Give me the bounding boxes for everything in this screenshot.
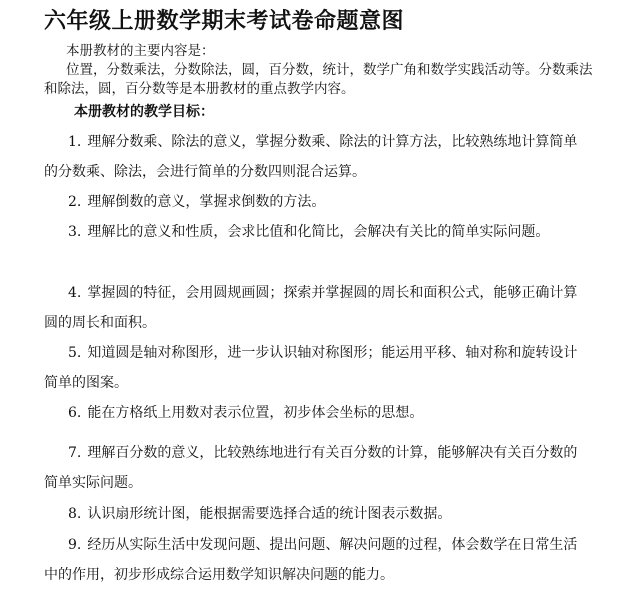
goal-item <box>44 438 584 498</box>
goal-number: 5. <box>68 345 82 361</box>
goal-text: 知道圆是轴对称图形，进一步认识轴对称图形；能运用平移、轴对称和旋转设计简单的图案。 <box>44 345 578 391</box>
goals-heading: 本册教材的教学目标： <box>74 104 214 120</box>
goal-text: 理解比的意义和性质，会求比值和化简比，会解决有关比的简单实际问题。 <box>87 224 550 240</box>
goal-number: 6. <box>68 405 82 421</box>
goal-item <box>44 217 584 247</box>
goal-text: 理解倒数的意义，掌握求倒数的方法。 <box>87 194 326 210</box>
goal-number: 1. <box>68 134 82 150</box>
goal-text: 理解分数乘、除法的意义，掌握分数乘、除法的计算方法，比较熟练地计算简单的分数乘、除法，会进行简单的分数四则混合运算。 <box>44 134 578 180</box>
goal-item <box>44 530 584 590</box>
goal-number: 9. <box>68 537 82 553</box>
goal-item <box>44 499 584 529</box>
intro-heading: 本册教材的主要内容是： <box>66 43 215 59</box>
goal-text: 能在方格纸上用数对表示位置，初步体会坐标的思想。 <box>87 405 424 421</box>
goal-item <box>44 338 584 398</box>
goal-item <box>44 278 584 338</box>
goal-text: 认识扇形统计图，能根据需要选择合适的统计图表示数据。 <box>87 506 452 522</box>
goal-text: 经历从实际生活中发现问题、提出问题、解决问题的过程，体会数学在日常生活中的作用，初步形成综合运用数学知识解决问题的能力。 <box>44 537 578 583</box>
goal-item <box>44 398 584 428</box>
document-title: 六年级上册数学期末考试卷命题意图 <box>44 9 405 34</box>
goal-item <box>44 187 584 217</box>
goal-number: 4. <box>68 285 82 301</box>
goal-text: 掌握圆的特征，会用圆规画圆；探索并掌握圆的周长和面积公式，能够正确计算圆的周长和面积。 <box>44 285 578 331</box>
goal-number: 8. <box>68 506 82 522</box>
goal-number: 7. <box>68 445 82 461</box>
goal-text: 理解百分数的意义，比较熟练地进行有关百分数的计算，能够解决有关百分数的简单实际问题。 <box>44 445 578 491</box>
intro-body: 位置，分数乘法，分数除法，圆，百分数，统计，数学广角和数学实践活动等。分数乘法和除法，圆，百分数等是本册教材的重点教学内容。 <box>44 62 593 97</box>
goal-item <box>44 127 584 187</box>
goal-number: 2. <box>68 194 82 210</box>
goal-number: 3. <box>68 224 82 240</box>
